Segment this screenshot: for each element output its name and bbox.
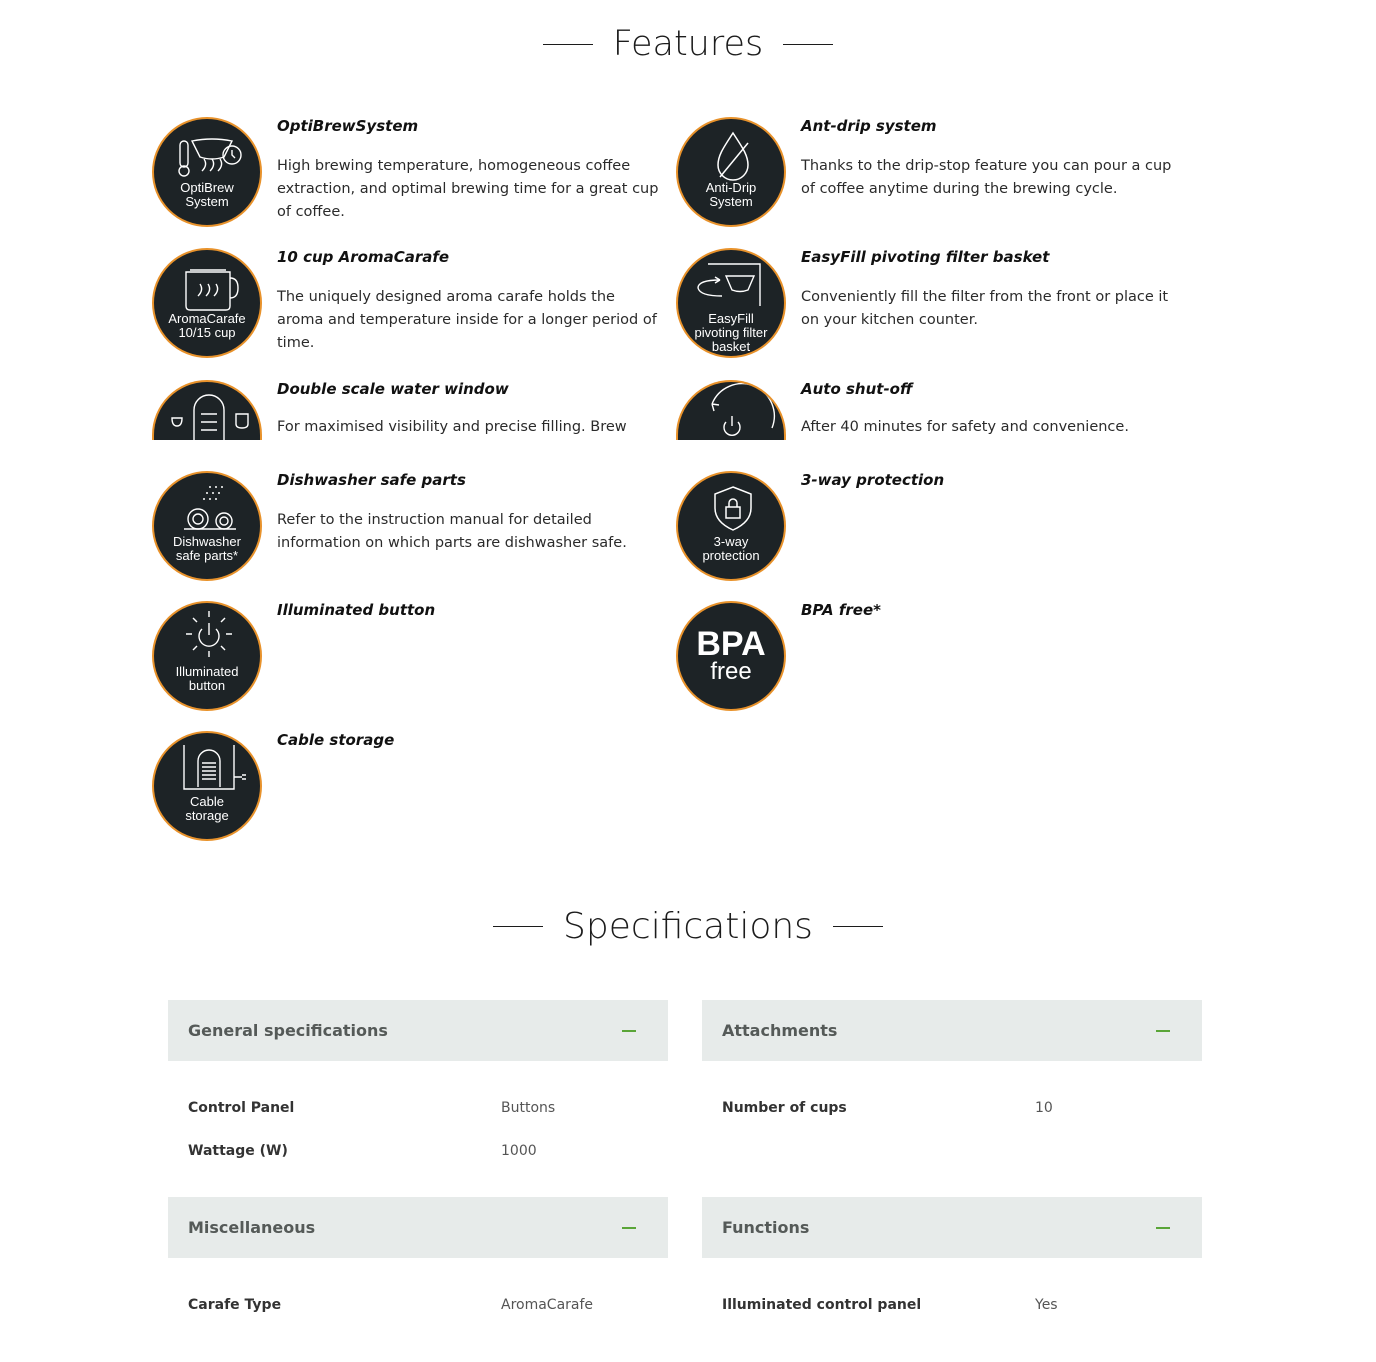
specifications-heading (0, 906, 1376, 947)
aromacarafe-badge-line2: 10/15 cup (178, 325, 236, 340)
thermometer-filter-clock-icon (154, 119, 262, 227)
spec-value: 10 (1035, 1100, 1053, 1116)
dishwasher-title: Dishwasher safe parts (277, 471, 466, 489)
water-window-icon (154, 382, 262, 440)
spec-row (702, 1084, 1202, 1127)
panel-header[interactable] (702, 1000, 1202, 1061)
spec-value: Yes (1035, 1297, 1058, 1313)
collapse-minus-icon[interactable] (622, 1030, 636, 1032)
antidrip-badge-line2: System (709, 194, 753, 209)
panel-title: Functions (722, 1218, 810, 1237)
easyfill-badge-line3: basket (711, 339, 751, 354)
antidrip-badge-line1: Anti-Drip (705, 180, 757, 195)
spec-value: AromaCarafe (501, 1297, 594, 1313)
spec-key: Control Panel (188, 1100, 295, 1116)
panel-title: Miscellaneous (188, 1218, 316, 1237)
antidrip-badge (676, 117, 786, 227)
bpa-title: BPA free* (801, 601, 881, 619)
illuminated-badge-line2: button (188, 678, 226, 693)
doublescale-desc: For maximised visibility and precise filling. Brew (277, 419, 627, 435)
protection-badge-line2: protection (702, 548, 760, 563)
carafe-icon (154, 250, 262, 358)
autoshutoff-badge (676, 380, 786, 440)
spec-row (702, 1281, 1202, 1324)
cable-badge-line1: Cable (190, 794, 224, 809)
optibrew-desc: High brewing temperature, homogeneous coffee extraction, and optimal brewing time for a great cup of coffee. (277, 158, 659, 220)
cable-badge-line2: storage (185, 808, 229, 823)
spec-key: Carafe Type (188, 1297, 282, 1313)
antidrip-title: Ant-drip system (801, 117, 937, 135)
aromacarafe-title: 10 cup AromaCarafe (277, 248, 450, 266)
spec-key: Number of cups (722, 1100, 847, 1116)
dishwasher-badge-line1: Dishwasher (173, 534, 241, 549)
cable-title: Cable storage (277, 731, 395, 749)
title-rule-right (783, 44, 833, 45)
easyfill-badge-line1: EasyFill (708, 311, 754, 326)
collapse-minus-icon[interactable] (1156, 1030, 1170, 1032)
bpa-badge-sub: free (710, 658, 752, 685)
no-drip-icon (678, 119, 786, 227)
spec-value: Buttons (501, 1100, 556, 1116)
features-heading (0, 24, 1376, 64)
aromacarafe-badge (152, 248, 262, 358)
panel-header[interactable] (168, 1000, 668, 1061)
spec-key: Illuminated control panel (722, 1297, 922, 1313)
easyfill-title: EasyFill pivoting filter basket (801, 248, 1050, 266)
protection-badge (676, 471, 786, 581)
doublescale-badge (152, 380, 262, 440)
dishwasher-desc: Refer to the instruction manual for detailed information on which parts are dishwasher safe. (277, 512, 627, 551)
spec-row (168, 1084, 668, 1127)
collapse-minus-icon[interactable] (1156, 1227, 1170, 1229)
protection-title: 3-way protection (801, 471, 945, 489)
optibrew-title: OptiBrewSystem (277, 117, 419, 135)
optibrew-badge-line1: OptiBrew (180, 180, 234, 195)
panel-miscellaneous (168, 1197, 668, 1324)
panel-header[interactable] (702, 1197, 1202, 1258)
cable-storage-icon (154, 733, 262, 841)
easyfill-desc: Conveniently fill the filter from the front or place it on your kitchen counter. (801, 289, 1169, 328)
title-rule-right (833, 926, 883, 927)
cable-badge (152, 731, 262, 841)
specifications-title-text: Specifications (563, 906, 813, 947)
optibrew-badge (152, 117, 262, 227)
glowing-power-icon (154, 603, 262, 711)
optibrew-badge-line2: System (185, 194, 229, 209)
power-timer-icon (678, 382, 786, 440)
panel-header[interactable] (168, 1197, 668, 1258)
protection-badge-line1: 3-way (713, 534, 749, 549)
illuminated-title: Illuminated button (277, 601, 436, 619)
panel-title: General specifications (188, 1021, 388, 1040)
bpa-badge (676, 601, 786, 711)
dishwasher-icon (154, 473, 262, 581)
autoshutoff-desc: After 40 minutes for safety and convenience. (801, 419, 1129, 435)
panel-title: Attachments (722, 1021, 838, 1040)
bpa-badge-main: BPA (696, 625, 766, 663)
dishwasher-badge (152, 471, 262, 581)
easyfill-badge (676, 248, 786, 358)
features-title-text: Features (612, 24, 764, 64)
panel-attachments (702, 1000, 1202, 1127)
panel-general-specifications (168, 1000, 668, 1170)
illuminated-badge (152, 601, 262, 711)
title-rule-left (493, 926, 543, 927)
aromacarafe-badge-line1: AromaCarafe (168, 311, 246, 326)
collapse-minus-icon[interactable] (622, 1227, 636, 1229)
spec-row (168, 1127, 668, 1170)
illuminated-badge-line1: Illuminated (175, 664, 239, 679)
spec-value: 1000 (501, 1143, 537, 1159)
title-rule-left (543, 44, 593, 45)
autoshutoff-title: Auto shut-off (801, 380, 913, 398)
shield-lock-icon (678, 473, 786, 581)
antidrip-desc: Thanks to the drip-stop feature you can pour a cup of coffee anytime during the brewing cycle. (801, 158, 1172, 197)
doublescale-title: Double scale water window (277, 380, 509, 398)
easyfill-badge-line2: pivoting filter (694, 325, 768, 340)
spec-key: Wattage (W) (188, 1143, 288, 1159)
dishwasher-badge-line2: safe parts* (175, 548, 239, 563)
aromacarafe-desc: The uniquely designed aroma carafe holds the aroma and temperature inside for a longer period of time. (277, 289, 657, 351)
panel-functions (702, 1197, 1202, 1324)
spec-row (168, 1281, 668, 1324)
